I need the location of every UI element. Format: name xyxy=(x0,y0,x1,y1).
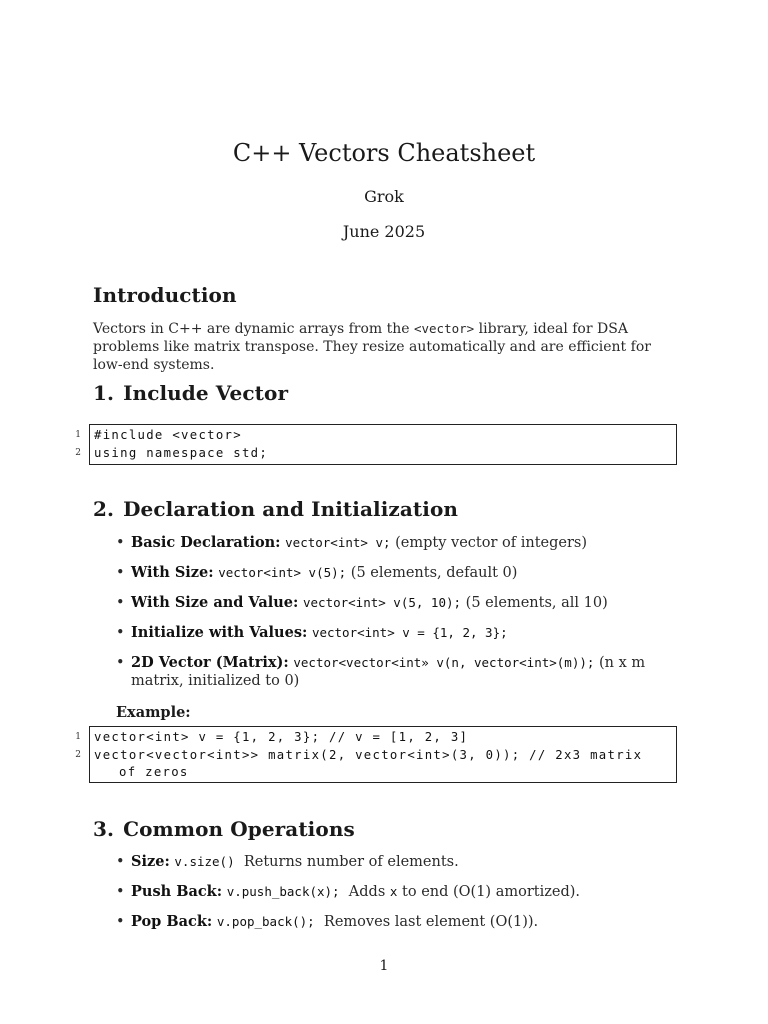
declaration-list xyxy=(116,534,676,690)
line-number: 1 xyxy=(75,430,81,440)
code-text: vector<int> v = {1, 2, 3}; // v = [1, 2, 3] xyxy=(94,730,469,744)
code-text: using namespace std; xyxy=(94,445,269,460)
include-code-block xyxy=(75,424,677,465)
item-note: to end (O(1) amortized). xyxy=(397,884,580,900)
item-code: vector<vector<int» v(n, vector<int>(m)); xyxy=(293,655,595,670)
section2-title: Declaration and Initialization xyxy=(123,497,459,521)
list-item: • Push Back: v.push_back(x); Adds x to end (O(1) amortized). xyxy=(116,883,580,900)
item-note: (5 elements, all 10) xyxy=(461,595,608,611)
intro-code: <vector> xyxy=(413,321,475,336)
list-item: • Basic Declaration: vector<int> v; (empty vector of integers) xyxy=(116,534,587,551)
list-item: • With Size: vector<int> v(5); (5 elements, default 0) xyxy=(116,564,518,581)
code-text: vector<vector<int>> matrix(2, vector<int>(3, 0)); // 2x3 matrix xyxy=(94,747,643,762)
item-label: Pop Back: xyxy=(131,913,213,930)
operations-list xyxy=(116,853,676,931)
item-label: With Size and Value: xyxy=(131,594,299,611)
intro-text-after: library, ideal for DSA problems like matrix transpose. They resize automatically and are efficient for low-end systems. xyxy=(93,321,651,373)
item-note: Adds xyxy=(339,884,390,900)
code-line-continuation xyxy=(90,764,676,782)
line-number: 2 xyxy=(75,749,81,760)
intro-paragraph xyxy=(93,320,683,374)
section1-title: Include Vector xyxy=(123,381,289,405)
document-author: Grok xyxy=(364,187,404,206)
list-item: • 2D Vector (Matrix): vector<vector<int» v(n, vector<int>(m)); (n x m matrix, initialized to 0) xyxy=(116,654,646,689)
item-note: (empty vector of integers) xyxy=(390,535,587,551)
line-number: 1 xyxy=(75,732,81,742)
page-number: 1 xyxy=(379,958,389,974)
intro-heading: Introduction xyxy=(93,283,237,307)
item-note: Removes last element (O(1)). xyxy=(314,914,539,930)
item-code: vector<int> v = {1, 2, 3}; xyxy=(311,625,508,640)
code-line xyxy=(75,747,676,765)
item-code: vector<int> v(5, 10); xyxy=(303,595,462,610)
intro-text-before: Vectors in C++ are dynamic arrays from the xyxy=(93,321,414,337)
section1-heading xyxy=(93,380,288,406)
document-title: C++ Vectors Cheatsheet xyxy=(232,139,536,167)
section3-number: 3. xyxy=(93,817,115,841)
item-code: v.pop_back(); xyxy=(216,914,315,929)
item-label: 2D Vector (Matrix): xyxy=(131,654,289,671)
example-code-block xyxy=(75,726,677,783)
list-item: • Size: v.size() Returns number of elements. xyxy=(116,853,459,870)
item-code: v.push_back(x); xyxy=(226,884,340,899)
list-item: • Initialize with Values: vector<int> v = {1, 2, 3}; xyxy=(116,624,508,641)
item-label: Size: xyxy=(131,853,170,870)
item-code: vector<int> v; xyxy=(285,535,391,550)
code-text: of zeros xyxy=(119,765,189,779)
section3-heading xyxy=(93,816,355,842)
item-code-inline: x xyxy=(389,884,398,899)
line-number: 2 xyxy=(75,447,81,458)
list-item: • Pop Back: v.pop_back(); Removes last element (O(1)). xyxy=(116,913,539,930)
document-date: June 2025 xyxy=(342,222,426,241)
code-line xyxy=(75,445,676,463)
item-note: (n x m matrix, initialized to 0) xyxy=(131,655,646,689)
item-note: (5 elements, default 0) xyxy=(346,565,518,581)
list-item: • With Size and Value: vector<int> v(5, 10); (5 elements, all 10) xyxy=(116,594,608,611)
item-label: With Size: xyxy=(131,564,214,581)
code-line xyxy=(75,729,676,747)
item-code: vector<int> v(5); xyxy=(218,565,347,580)
item-label: Basic Declaration: xyxy=(131,534,281,551)
section2-number: 2. xyxy=(93,497,115,521)
section1-number: 1. xyxy=(93,381,115,405)
item-label: Push Back: xyxy=(131,883,223,900)
item-note: Returns number of elements. xyxy=(234,854,459,870)
code-text: #include <vector> xyxy=(94,428,242,442)
item-label: Initialize with Values: xyxy=(131,624,308,641)
code-line xyxy=(75,427,676,445)
item-code: v.size() xyxy=(174,854,235,869)
section3-title: Common Operations xyxy=(123,817,355,841)
example-label: Example: xyxy=(116,704,191,721)
section2-heading xyxy=(93,496,458,522)
